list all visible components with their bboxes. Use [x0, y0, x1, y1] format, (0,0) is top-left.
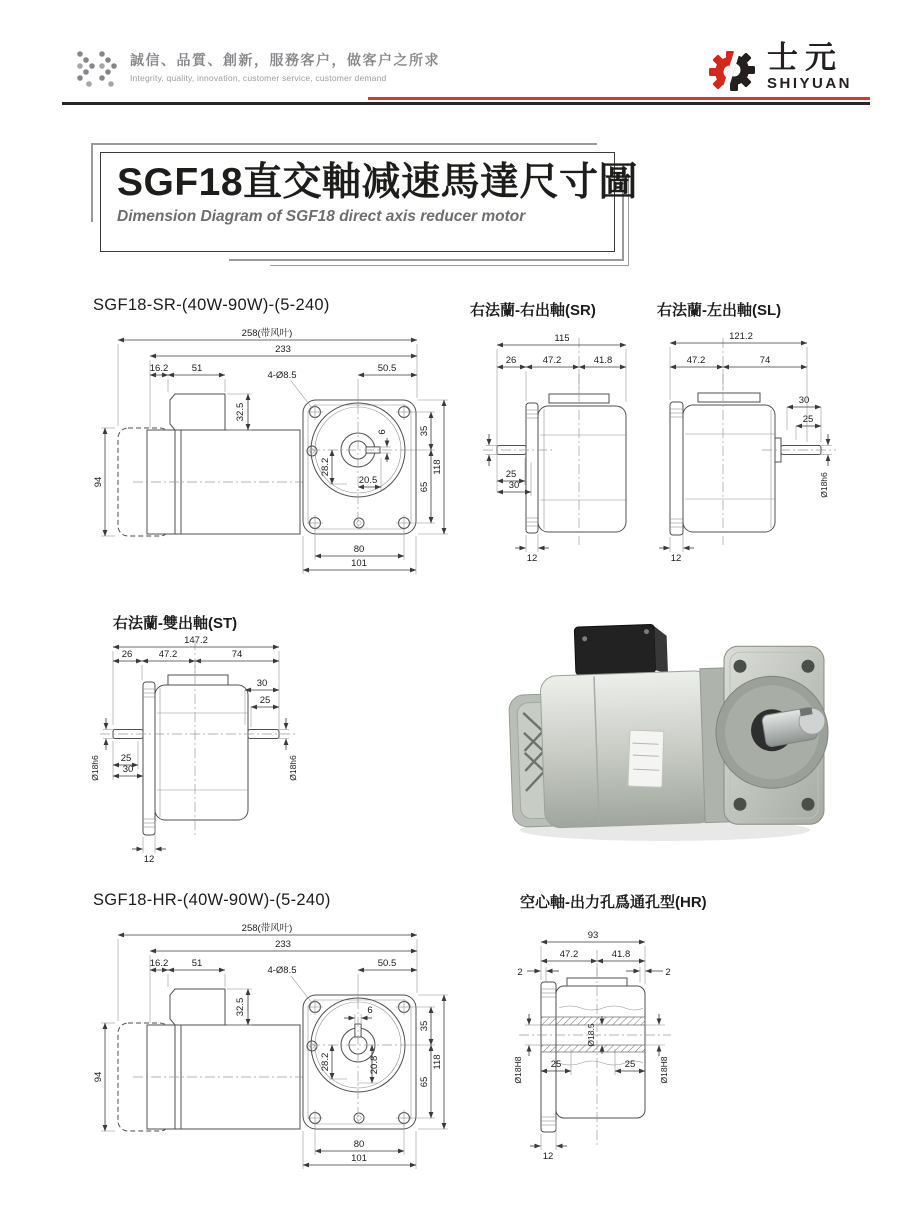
dim-label: 25 [259, 695, 271, 706]
sr-view-drawing [455, 330, 645, 575]
dim-label: 35 [419, 1020, 430, 1032]
dim-label: 74 [759, 355, 771, 366]
drawing-label-sr-view: 右法蘭-右出軸(SR) [470, 302, 596, 319]
output-flange [716, 646, 828, 824]
dim-label: 4-Ø8.5 [267, 370, 297, 381]
brand-name-en: SHIYUAN [766, 75, 852, 92]
dim-label: 47.2 [686, 355, 706, 366]
dim-label: 25 [505, 469, 517, 480]
dim-label: 30 [122, 764, 134, 775]
dim-label: 35 [419, 425, 430, 437]
motor-body [540, 670, 715, 828]
side-view-outline [118, 394, 310, 536]
dim-label: 6 [377, 429, 388, 435]
dim-label: 30 [508, 480, 520, 491]
terminal-box [574, 624, 668, 677]
dim-label: 147.2 [184, 635, 208, 646]
dim-label: 47.2 [542, 355, 562, 366]
dim-label: 30 [256, 678, 268, 689]
dim-label: 2 [665, 967, 671, 978]
dim-label: 6 [367, 1005, 373, 1016]
dim-label: 25 [624, 1059, 636, 1070]
brand-logo [703, 42, 852, 100]
side-view-outline [100, 640, 295, 835]
dimension-annotations [513, 930, 671, 1162]
dim-label: 12 [526, 553, 538, 564]
dim-label: 28.2 [320, 457, 331, 477]
dim-label: 41.8 [593, 355, 613, 366]
title-block [100, 152, 639, 252]
dim-label: 121.2 [729, 331, 753, 342]
page-title: SGF18直交軸减速馬達尺寸圖 [117, 161, 639, 204]
drawing-label-hr-view: 空心軸-出力孔爲通孔型(HR) [520, 894, 707, 911]
dim-label: 32.5 [235, 402, 246, 422]
dim-label: 101 [351, 1153, 367, 1164]
dim-label: Ø18H8 [513, 1056, 523, 1084]
side-view-outline [118, 989, 310, 1131]
dim-label: 50.5 [377, 363, 397, 374]
side-view-outline [483, 338, 626, 545]
dim-label: 94 [93, 476, 104, 488]
dim-label: 16.2 [149, 958, 169, 969]
dim-label: 47.2 [158, 649, 178, 660]
drawing-label-hr-main: SGF18-HR-(40W-90W)-(5-240) [93, 891, 331, 909]
dim-label: 80 [353, 1139, 365, 1150]
header-rule-black [62, 102, 870, 105]
dim-label: 25 [550, 1059, 562, 1070]
dim-label: Ø18h6 [819, 472, 829, 498]
dim-label: 16.2 [149, 363, 169, 374]
brand-name-zh: 士元 [766, 40, 843, 75]
dim-label: 32.5 [235, 997, 246, 1017]
company-tagline-en: Integrity, quality, innovation, customer service, customer demand [130, 73, 387, 83]
dim-label: 25 [120, 753, 132, 764]
chevron-dots-icon [76, 48, 136, 96]
dim-label: 258(带风叶) [241, 923, 293, 934]
hr-view-drawing [505, 920, 760, 1180]
dim-label: 30 [798, 395, 810, 406]
dim-label: 28.2 [320, 1052, 331, 1072]
dim-label: 118 [432, 459, 443, 475]
dim-label: 20.8 [369, 1055, 380, 1075]
dim-label: 101 [351, 558, 367, 569]
dim-label: 12 [143, 854, 155, 865]
dim-label: 25 [802, 414, 814, 425]
dim-label: 20.5 [358, 475, 378, 486]
dim-label: Ø18h6 [90, 755, 100, 781]
dim-label: 258(带风叶) [241, 328, 293, 339]
product-photo [500, 612, 830, 847]
dim-label: Ø18h6 [288, 755, 298, 781]
dim-label: 93 [587, 930, 599, 941]
dim-label: Ø18.5 [586, 1023, 596, 1047]
dim-label: 233 [275, 344, 291, 355]
sr-main-drawing [85, 320, 465, 582]
sl-view-drawing [650, 330, 865, 580]
dim-label: 50.5 [377, 958, 397, 969]
nameplate-sticker [628, 730, 664, 787]
dim-label: 65 [419, 1076, 430, 1088]
dim-label: 118 [432, 1054, 443, 1070]
dim-label: 94 [93, 1071, 104, 1083]
drawing-label-sl-view: 右法蘭-左出軸(SL) [657, 302, 782, 319]
gear-logo-icon [703, 42, 761, 100]
dim-label: 41.8 [611, 949, 631, 960]
hr-main-drawing [85, 915, 465, 1177]
st-view-drawing [90, 635, 305, 870]
dim-label: 26 [505, 355, 517, 366]
company-tagline-zh: 誠信、品質、創新，服務客户，做客户之所求 [130, 52, 440, 68]
dim-label: 74 [231, 649, 243, 660]
dim-label: 65 [419, 481, 430, 493]
dim-label: 80 [353, 544, 365, 555]
drawing-label-sr-main: SGF18-SR-(40W-90W)-(5-240) [93, 296, 330, 314]
dim-label: 12 [542, 1151, 554, 1162]
dim-label: 12 [670, 553, 682, 564]
dim-label: 51 [191, 363, 203, 374]
dim-label: 51 [191, 958, 203, 969]
page-header [0, 0, 900, 110]
dim-label: Ø18H8 [659, 1056, 669, 1084]
dim-label: 115 [554, 333, 570, 344]
side-view-outline [670, 338, 836, 545]
dim-label: 47.2 [559, 949, 579, 960]
drawing-label-st-view: 右法蘭-雙出軸(ST) [113, 615, 238, 632]
dim-label: 26 [121, 649, 133, 660]
dim-label: 2 [517, 967, 523, 978]
header-rule-red [368, 97, 870, 100]
dim-label: 4-Ø8.5 [267, 965, 297, 976]
dim-label: 233 [275, 939, 291, 950]
page-subtitle: Dimension Diagram of SGF18 direct axis reducer motor [117, 207, 526, 225]
